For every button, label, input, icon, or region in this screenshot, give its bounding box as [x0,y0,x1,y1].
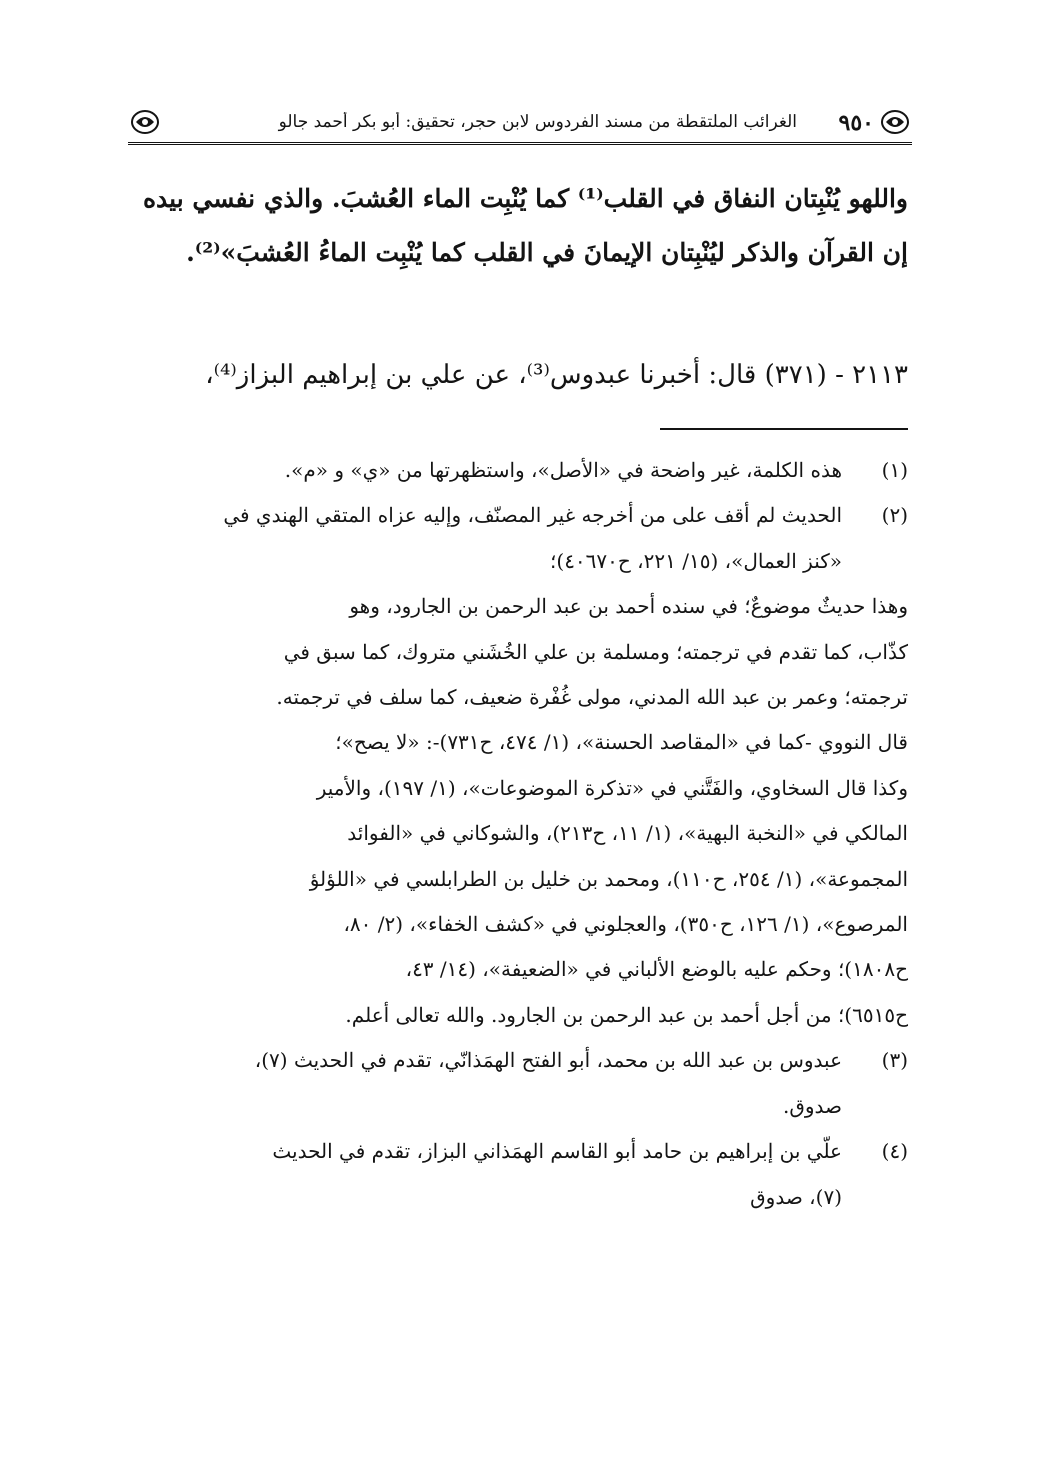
footnote-separator [660,428,908,430]
running-header [128,102,912,146]
footnote-line: المالكي في «النخبة البهية»، (١/ ١١، ح٢١٣)، والشوكاني في «الفوائد [347,821,908,846]
footnote-2 [130,493,908,1038]
footnote-3 [130,1038,908,1129]
footnote-4 [130,1129,908,1220]
header-rule [128,142,912,145]
footnote-line: صدوق. [782,1093,842,1118]
footnote-line: (٧)، صدوق [750,1184,842,1209]
running-title: الغرائب الملتقطة من مسند الفردوس لابن حجر، تحقيق: أبو بكر أحمد جالو [278,112,797,132]
footnote-line: هذه الكلمة، غير واضحة في «الأصل»، واستظهرتها من «ي» و «م». [284,458,842,482]
footnote-line: المرصوع»، (١/ ١٢٦، ح٣٥٠)، والعجلوني في «كشف الخفاء»، (٢/ ٨٠، [343,912,908,937]
footnote-number: (٣) [881,1048,908,1073]
footnote-1 [130,448,908,493]
hadith-text [138,172,908,280]
footnote-line: ح١٨٠٨)؛ وحكم عليه بالوضع الألباني في «الضعيفة»، (١٤/ ٤٣، [405,957,908,982]
footnote-line: «كنز العمال»، (١٥/ ٢٢١، ح٤٠٦٧٠)؛ [550,548,842,573]
footnote-number: (٢) [881,503,908,528]
footnote-number: (١) [881,458,908,482]
footnote-line: قال النووي -كما في «المقاصد الحسنة»، (١/ ٤٧٤، ح٧٣١)-: «لا يصح»؛ [335,730,908,755]
ornament-icon [878,108,912,136]
text-line: واللهو يُنْبِتان النفاق في القلب⁽¹⁾ كما يُنْبِت الماء العُشبَ. والذي نفسي بيده [142,184,908,213]
footnote-line: عبدوس بن عبد الله بن محمد، أبو الفتح الهمَذانّي، تقدم في الحديث (٧)، [254,1048,842,1073]
footnote-paragraph [130,584,908,1038]
footnote-number: (٤) [881,1139,908,1164]
footnotes [130,448,908,1220]
footnote-line: وكذا قال السخاوي، والفَتَّني في «تذكرة الموضوعات»، (١/ ١٩٧)، والأمير [316,775,908,800]
footnote-line: ترجمته؛ وعمر بن عبد الله المدني، مولى غُفْرة ضعيف، كما سلف في ترجمته. [276,685,908,710]
ornament-icon [128,108,162,136]
footnote-line: ح٦٥١٥)؛ من أجل أحمد بن عبد الرحمن بن الجارود. والله تعالى أعلم. [345,1002,908,1027]
page-number: ٩٥٠ [838,110,874,136]
footnote-line: المجموعة»، (١/ ٢٥٤، ح١١٠)، ومحمد بن خليل بن الطرابلسي في «اللؤلؤ [309,866,908,891]
footnote-line: علّي بن إبراهيم بن حامد أبو القاسم الهمَذاني البزاز، تقدم في الحديث [272,1139,842,1164]
footnote-line: وهذا حديثٌ موضوعٌ؛ في سنده أحمد بن عبد الرحمن بن الجارود، وهو [349,594,908,619]
footnote-line: الحديث لم أقف على من أخرجه غير المصنّف، وإليه عزاه المتقي الهندي في [223,503,842,528]
footnote-line: كذّاب، كما تقدم في ترجمته؛ ومسلمة بن علي الخُشَني متروك، كما سبق في [283,639,908,664]
text-line: إن القرآن والذكر ليُنْبِتان الإيمانَ في القلب كما يُنْبِت الماءُ العُشبَ»⁽²⁾. [186,238,908,267]
hadith-isnad-line: ٢١١٣ - (٣٧١) قال: أخبرنا عبدوس⁽³⁾، عن علي بن إبراهيم البزاز⁽⁴⁾، [205,360,908,390]
